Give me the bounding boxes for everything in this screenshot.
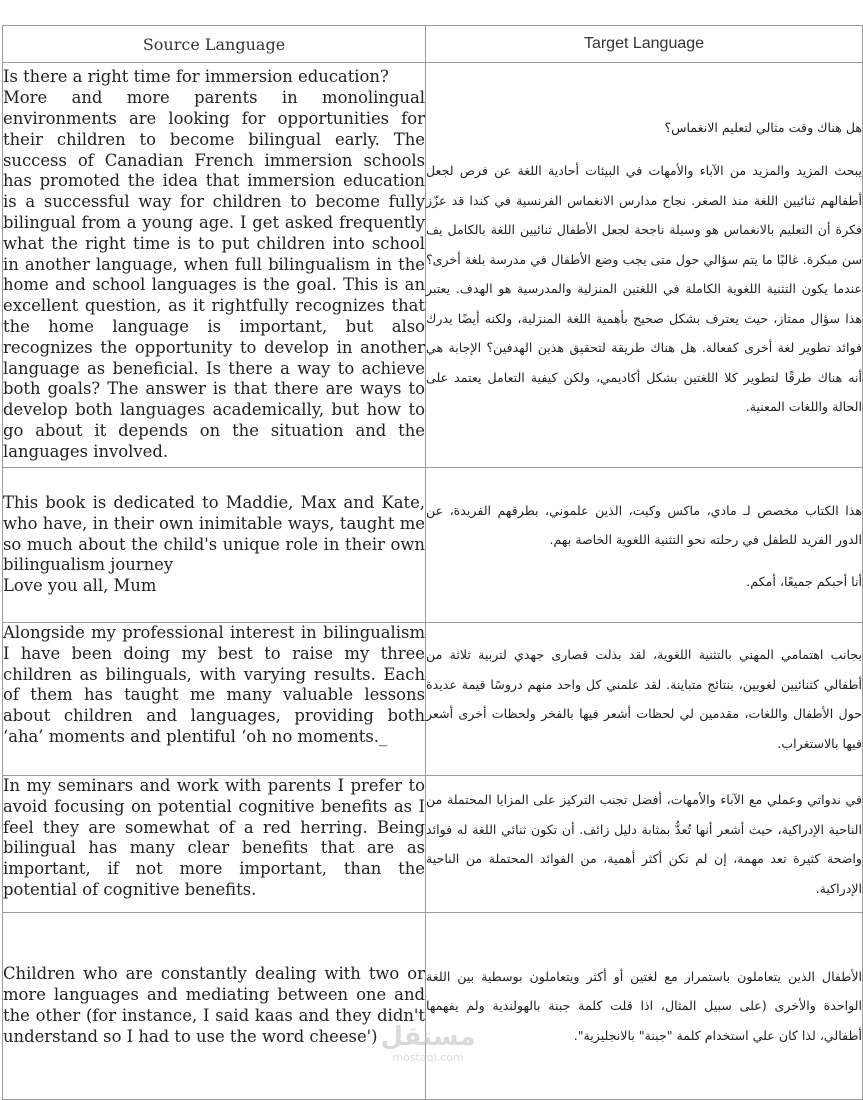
target-cell (426, 63, 863, 468)
target-cell (426, 623, 863, 776)
source-language-header: Source Language (3, 26, 426, 63)
source-paragraph: Children who are constantly dealing with two or more languages and mediating between one and the other (for instance, I said kaas and they didn't understand so I had to use the word cheese') (3, 964, 425, 1046)
target-paragraph: أنا أحبكم جميعًا، أمكم. (746, 573, 862, 589)
source-paragraph: Love you all, Mum (3, 576, 157, 596)
source-cell (3, 776, 426, 913)
target-language-header: Target Language (426, 26, 863, 63)
target-paragraph: الأطفال الذين يتعاملون باستمرار مع لغتين أو أكثر ويتعاملون بوسطية بين اللغة الواحدة والأخرى (على سبيل المثال، اذا قلت كلمة جبنة بالهولندية ولم يفهمها أطفالي، لذا كان علي استخدام كلمة "جبنة" بالانجليزية". (426, 968, 862, 1043)
target-cell (426, 913, 863, 1100)
source-paragraph: This book is dedicated to Maddie, Max and Kate, who have, in their own inimitable ways, taught me so much about the child's unique role in their own bilingualism journey (3, 493, 425, 575)
source-paragraph: Alongside my professional interest in bilingualism I have been doing my best to raise my three children as bilinguals, with varying results. Each of them has taught me many valuable lessons about children and languages, providing both ‘aha’ moments and plentiful ‘oh no moments._ (3, 623, 425, 746)
translation-table (2, 25, 863, 1100)
source-cell (3, 63, 426, 468)
source-cell (3, 468, 426, 623)
source-paragraph: More and more parents in monolingual environments are looking for opportunities for their children to become bilingual early. The success of Canadian French immersion schools has promoted the idea that immersion education is a successful way for children to become fully bilingual from a young age. I get asked frequently what the right time is to put children into school in another language, when full bilingualism in the home and school languages is the goal. This is an excellent question, as it rightfully recognizes that the home language is important, but also recognizes the opportunity to develop in another language as beneficial. Is there a way to achieve both goals? The answer is that there are ways to develop both languages academically, but how to go about it depends on the situation and the languages involved. (3, 88, 425, 461)
source-cell (3, 623, 426, 776)
source-cell (3, 913, 426, 1100)
table-row (3, 623, 863, 776)
target-paragraph: بجانب اهتمامي المهني بالتثنية اللغوية، لقد بذلت قصارى جهدي لتربية ثلاثة من أطفالي كثنائيين لغويين، بنتائج متباينة. لقد علمني كل واحد منهم دروسًا قيمة عديدة حول الأطفال واللغات، مقدمين لي لحظات أشعر فيها بالفخر ولحظات أخرى أشعر فيها بالاستغراب. (426, 647, 862, 751)
watermark-latin: mostaql.com (392, 1051, 464, 1064)
table-row (3, 63, 863, 468)
table-row (3, 468, 863, 623)
header-row (3, 26, 863, 63)
target-paragraph: يبحث المزيد والمزيد من الآباء والأمهات في البيئات أحادية اللغة عن فرص لجعل أطفالهم ثنائيين اللغة منذ الصغر. نجاح مدارس الانغماس الفرنسية في كندا قد عزّز فكرة أن التعليم بالانغماس هو وسيلة ناجحة لجعل الأطفال ثنائيين اللغة بالكامل يف سن مبكرة. غالبًا ما يتم سؤالي حول متى يجب وضع الأطفال في مدرسة بلغة أخرى؟ عندما يكون التثنية اللغوية الكاملة في اللغتين المنزلية والمدرسية هو الهدف. يعتبر هذا سؤال ممتاز، حيث يعترف بشكل صحيح بأهمية اللغة المنزلية، ولكنه أيضًا يدرك فوائد تطوير لغة أخرى كفعالة. هل هناك طريقة لتحقيق هذين الهدفين؟ الإجابة هي أنه هناك طرقًا لتطوير كلا اللغتين بشكل أكاديمي، ولكن كيفية التعامل يعتمد على الحالة واللغات المعنية. (426, 163, 862, 414)
target-paragraph: هذا الكتاب مخصص لـ مادي، ماكس وكيت، الذين علموني، بطرقهم الفريدة، عن الدور الفريد للطفل في رحلته نحو التثنية اللغوية الخاصة بهم. (426, 502, 862, 548)
source-paragraph: In my seminars and work with parents I prefer to avoid focusing on potential cognitive benefits as I feel they are somewhat of a red herring. Being bilingual has many clear benefits that are as important, if not more important, than the potential of cognitive benefits. (3, 776, 425, 899)
target-paragraph: هل هناك وقت مثالي لتعليم الانغماس؟ (664, 119, 862, 135)
target-cell (426, 468, 863, 623)
target-paragraph: في ندواتي وعملي مع الآباء والأمهات، أفضل تجنب التركيز على المزايا المحتملة من الناحية الإدراكية، حيث أشعر أنها تُعدُّ بمثابة دليل زائف. أن تكون ثنائي اللغة له فوائد واضحة كثيرة تعد مهمة، إن لم تكن أكثر أهمية، من الفوائد المحتملة من الناحية الإدراكية. (426, 792, 862, 896)
watermark-arabic: مستقل (380, 1022, 476, 1052)
table-row (3, 913, 863, 1100)
mostaql-watermark (368, 1022, 488, 1064)
source-paragraph: Is there a right time for immersion education? (3, 67, 389, 87)
target-cell (426, 776, 863, 913)
table-row (3, 776, 863, 913)
